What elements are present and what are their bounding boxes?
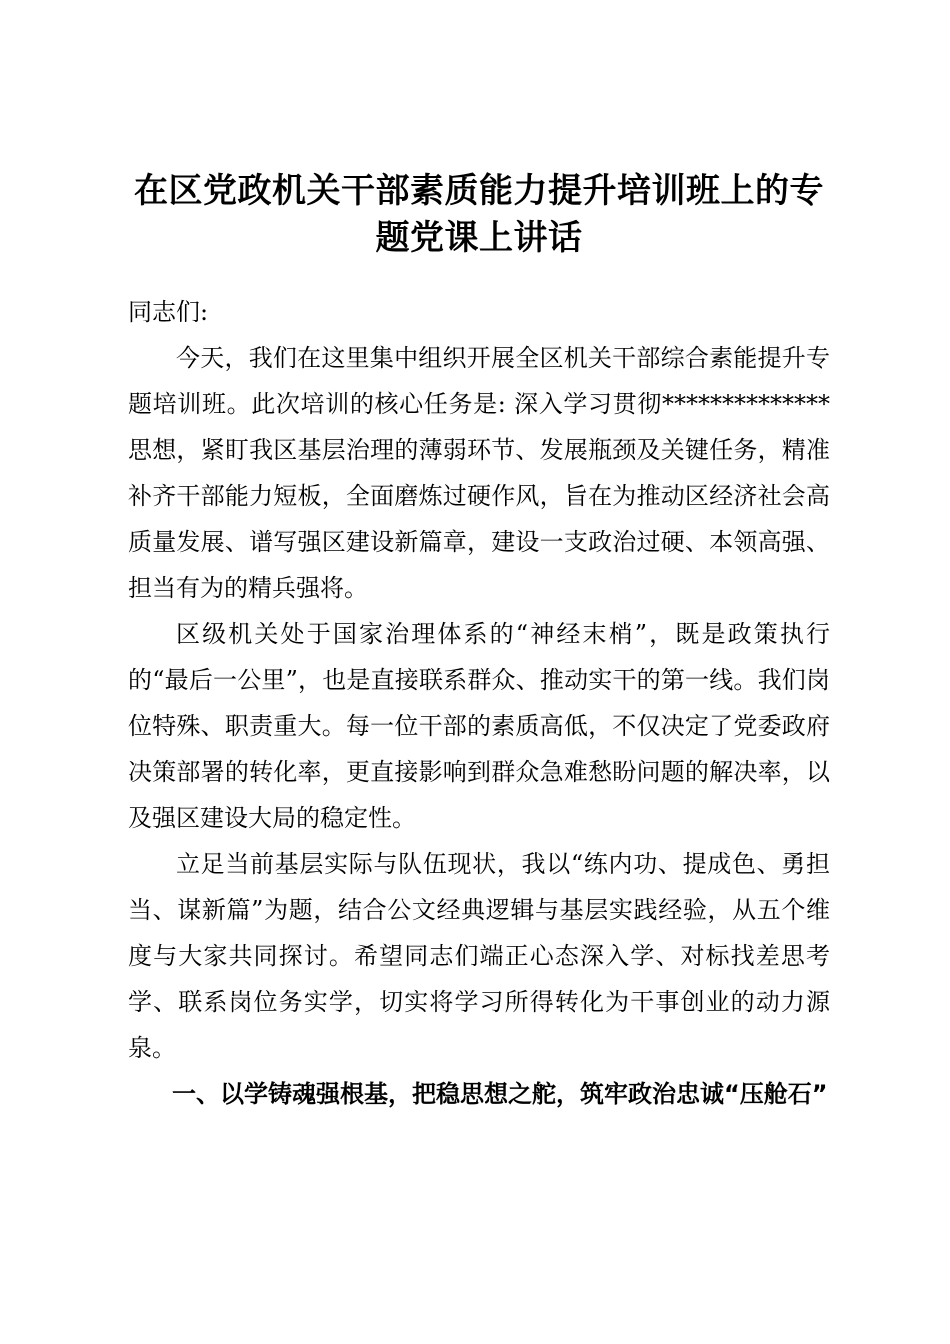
document-page — [128, 168, 830, 1117]
document-title: 在区党政机关干部素质能力提升培训班上的专题党课上讲话 — [134, 171, 824, 258]
paragraph-intro: 今天，我们在这里集中组织开展全区机关干部综合素能提升专题培训班。此次培训的核心任务是: 深入学习贯彻**************思想，紧盯我区基层治理的薄弱环节、发展瓶颈及关键任务，精准补齐干部能力短板，全面磨炼过硬作风，旨在为推动区经济社会高质量发展、谱写强区建设新篇章，建设一支政治过硬、本领高强、担当有为的精兵强将。 — [128, 344, 830, 602]
paragraph-outline: 立足当前基层实际与队伍现状，我以“练内功、提成色、勇担当、谋新篇”为题，结合公文经典逻辑与基层实践经验，从五个维度与大家共同探讨。希望同志们端正心态深入学、对标找差思考学、联系岗位务实学，切实将学习所得转化为干事创业的动力源泉。 — [128, 850, 830, 1062]
paragraph-context: 区级机关处于国家治理体系的“神经末梢”，既是政策执行的“最后一公里”，也是直接联系群众、推动实干的第一线。我们岗位特殊、职责重大。每一位干部的素质高低，不仅决定了党委政府决策部署的转化率，更直接影响到群众急难愁盼问题的解决率，以及强区建设大局的稳定性。 — [128, 620, 830, 832]
salutation: 同志们: — [128, 298, 209, 326]
section-heading-1: 一、以学铸魂强根基，把稳思想之舵，筑牢政治忠诚“压舱石” — [172, 1080, 828, 1108]
